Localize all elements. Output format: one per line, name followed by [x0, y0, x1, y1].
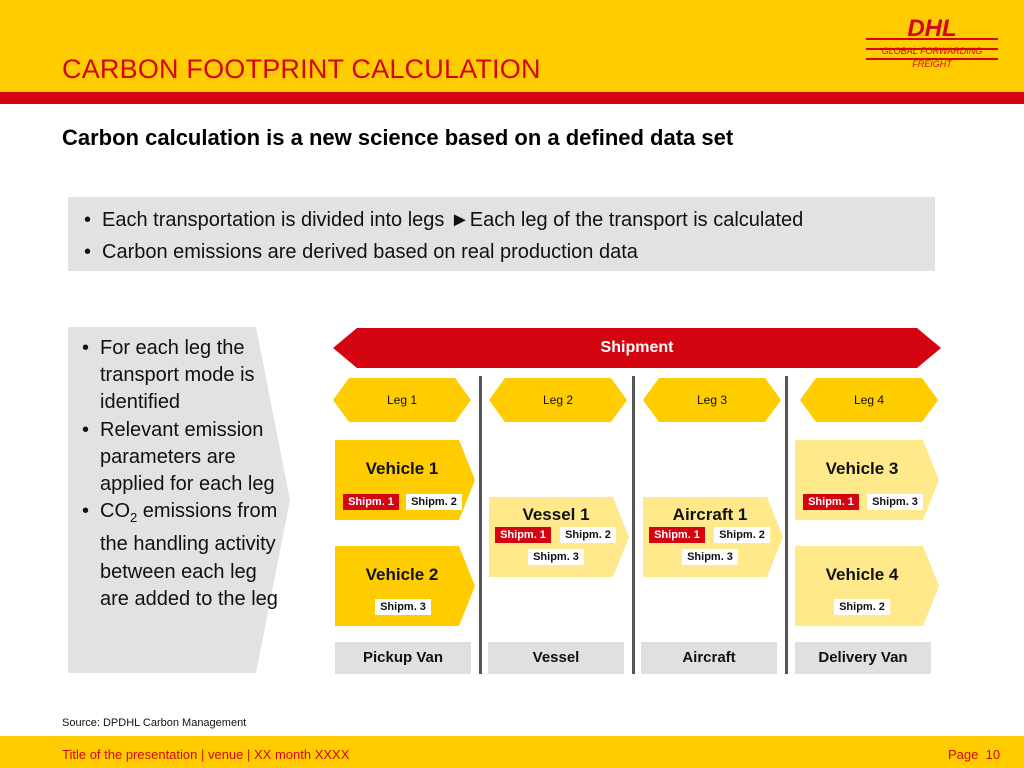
shipment-tag: Shipm. 3: [528, 549, 584, 565]
shipment-tag-active: Shipm. 1: [343, 494, 399, 510]
page-label: Page: [948, 747, 979, 762]
mode-pickup-van: Pickup Van: [335, 642, 471, 674]
mode-vessel: Vessel: [488, 642, 624, 674]
leg-label: Leg 4: [853, 393, 885, 407]
aircraft-title: Aircraft 1: [672, 505, 748, 524]
shipment-tag: Shipm. 3: [682, 549, 738, 565]
page-number-value: 10: [985, 747, 1001, 762]
logo-line-1: GLOBAL FORWARDING: [881, 46, 983, 56]
method-bullet: • Relevant emission parameters are applied for each leg: [82, 417, 282, 499]
vehicle-3-title: Vehicle 3: [825, 459, 899, 478]
shipment-tag-active: Shipm. 1: [649, 527, 705, 543]
intro-bullet: • Carbon emissions are derived based on real production data: [84, 236, 935, 268]
shipment-tag-active: Shipm. 1: [495, 527, 551, 543]
mode-aircraft: Aircraft: [641, 642, 777, 674]
logo-line-2: FREIGHT: [912, 59, 952, 69]
logo-brand: DHL: [907, 16, 957, 42]
leg-divider: [632, 376, 635, 674]
footer-presentation-title: Title of the presentation | venue | XX month XXXX: [62, 747, 350, 762]
vessel-title: Vessel 1: [522, 505, 590, 524]
mode-delivery-van: Delivery Van: [795, 642, 931, 674]
method-bullet-text: emissions from the handling activity between each leg are added to the leg: [100, 500, 278, 610]
shipment-tag: Shipm. 2: [406, 494, 462, 510]
leg-label: Leg 3: [696, 393, 728, 407]
page-title: CARBON FOOTPRINT CALCULATION: [62, 54, 541, 84]
co2-text: CO: [100, 500, 130, 523]
leg-label: Leg 1: [386, 393, 418, 407]
leg-divider: [479, 376, 482, 674]
intro-bullet: • Each transportation is divided into legs ►Each leg of the transport is calculated: [84, 204, 935, 236]
vehicle-1-title: Vehicle 1: [365, 459, 439, 478]
shipment-tag: Shipm. 3: [867, 494, 923, 510]
source-note: Source: DPDHL Carbon Management: [62, 717, 247, 729]
shipment-tag: Shipm. 2: [560, 527, 616, 543]
method-bullet: • For each leg the transport mode is identified: [82, 335, 282, 417]
vehicle-2-title: Vehicle 2: [365, 565, 439, 584]
shipment-tag-active: Shipm. 1: [803, 494, 859, 510]
shipment-tag: Shipm. 2: [714, 527, 770, 543]
shipment-label: Shipment: [600, 339, 674, 356]
co2-subscript: 2: [130, 510, 138, 526]
shipment-tag: Shipm. 3: [375, 599, 431, 615]
page-number: [948, 747, 1000, 762]
leg-label: Leg 2: [542, 393, 574, 407]
vehicle-4-title: Vehicle 4: [825, 565, 899, 584]
shipment-tag: Shipm. 2: [834, 599, 890, 615]
leg-divider: [785, 376, 788, 674]
slide-subtitle: Carbon calculation is a new science based on a defined data set: [62, 125, 734, 150]
